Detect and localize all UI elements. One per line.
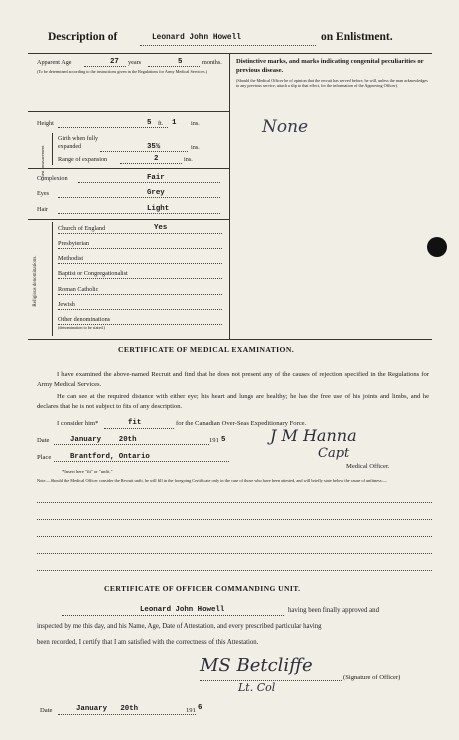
height-ins-label: ins. [191, 120, 200, 127]
apparent-age-label: Apparent Age [37, 59, 72, 66]
column-divider [229, 53, 230, 339]
punch-hole [427, 237, 447, 257]
officer-date-value: January 20th [76, 705, 139, 713]
religion-line [58, 248, 222, 249]
girth-line [100, 151, 188, 152]
range-value: 2 [154, 155, 159, 163]
religion-label: Presbyterian [58, 240, 89, 247]
religion-label: Roman Catholic [58, 286, 99, 293]
hair-value: Light [147, 205, 170, 213]
age-row-divider [28, 111, 229, 112]
age-years-line [84, 66, 126, 67]
hair-row-divider [28, 219, 229, 220]
chest-measurement-label: Chest measurement [40, 145, 45, 181]
apparent-age-years: 27 [110, 58, 119, 66]
medical-year-suffix: 5 [221, 436, 226, 444]
title-right: on Enlistment. [321, 31, 393, 43]
fit-line [104, 428, 174, 429]
distinctive-marks-value: None [262, 117, 309, 137]
officer-signature-rank: Lt. Col [238, 681, 276, 694]
complexion-label: Complexion [37, 175, 68, 182]
religion-line [58, 278, 222, 279]
officer-name-line [62, 615, 284, 616]
medical-officer-label: Medical Officer. [346, 463, 390, 470]
medical-date-label: Date [37, 437, 50, 444]
chest-bracket [52, 133, 53, 165]
officer-name-value: Leonard John Howell [140, 606, 225, 614]
medical-officer-signature: J M Hanna [270, 426, 357, 445]
officer-line-1-right: having been finally approved and [288, 607, 379, 614]
unfit-note: Note.—Should the Medical Officer consider the Recruit unfit, he will fill in the foregoing Certificate only in the case of those who have been attested, and will briefly state below the cause of unfitness:— [37, 478, 388, 483]
medical-officer-rank: Capt [318, 446, 350, 461]
officer-signature: MS Betcliffe [200, 655, 313, 676]
chest-row-divider [28, 168, 229, 169]
officer-date-line [58, 714, 196, 715]
religion-label: Other denominations [58, 316, 111, 323]
officer-line-3: been recorded, I certify that I am satisfied with the correctness of this Attestation. [37, 639, 259, 646]
range-label: Range of expansion [58, 156, 108, 163]
girth-ins-label: ins. [191, 144, 200, 151]
unfit-line-5 [37, 570, 432, 571]
eyes-value: Grey [147, 189, 165, 197]
religion-label: Baptist or Congregationalist [58, 270, 128, 277]
complexion-value: Fair [147, 174, 165, 182]
church-of-england-value: Yes [154, 224, 168, 232]
unfit-line-3 [37, 536, 432, 537]
medical-year-prefix: 191 [209, 437, 219, 444]
hair-line [58, 213, 220, 214]
consider-label: I consider him* [57, 420, 99, 427]
apparent-age-months: 5 [178, 58, 183, 66]
title-left: Description of [48, 31, 118, 43]
unfit-line-2 [37, 519, 432, 520]
place-line [54, 461, 229, 462]
height-ft: 5 [147, 119, 152, 127]
recruit-name: Leonard John Howell [152, 34, 241, 42]
religion-bracket [52, 222, 53, 336]
ft-label: ft. [158, 120, 164, 127]
range-ins-label: ins. [184, 156, 193, 163]
religious-denominations-label: Religious denominations. [33, 255, 38, 307]
religion-label: Jewish [58, 301, 75, 308]
place-label: Place [37, 454, 52, 461]
girth-value: 35½ [147, 143, 161, 151]
marks-note: (Should the Medical Officer be of opinion that the recruit has served before, he will, unless the man acknowledges to any previous service, attach a slip to that effect, for the information of the Approving Officer). [236, 78, 428, 88]
marks-heading: Distinctive marks, and marks indicating congenital peculiarities or previous disease. [236, 58, 424, 74]
range-line [120, 163, 182, 164]
unfit-line-1 [37, 502, 432, 503]
age-months-line [148, 66, 200, 67]
religion-line [58, 294, 222, 295]
unfit-line-4 [37, 553, 432, 554]
fit-footnote: *Insert here "fit" or "unfit." [62, 469, 113, 474]
medical-date-value: January 20th [70, 436, 137, 444]
height-line [58, 127, 168, 128]
officer-year-prefix: 191 [186, 707, 196, 714]
for-force-label: for the Canadian Over-Seas Expeditionary Force. [176, 420, 307, 427]
fit-value: fit [128, 419, 142, 427]
medical-certificate-heading: CERTIFICATE OF MEDICAL EXAMINATION. [118, 345, 295, 354]
eyes-label: Eyes [37, 190, 50, 197]
religion-line [58, 233, 222, 234]
years-label: years [128, 59, 142, 66]
table-bottom-border [28, 339, 432, 340]
girth-label: Girth when fully expanded [58, 136, 98, 150]
complexion-line [78, 182, 220, 183]
hair-label: Hair [37, 206, 48, 213]
officer-signature-label: (Signature of Officer) [343, 674, 401, 681]
height-label: Height [37, 120, 54, 127]
medical-date-line [54, 444, 209, 445]
age-note: (To be determined according to the instructions given in the Regulations for Army Medical Services.) [37, 69, 208, 74]
religion-label: Church of England [58, 225, 106, 232]
months-label: months. [202, 59, 222, 66]
religion-line [58, 309, 222, 310]
height-ins: 1 [172, 119, 177, 127]
other-denom-note: (denomination to be stated.) [58, 325, 105, 330]
religion-label: Methodist [58, 255, 84, 262]
name-line [140, 45, 316, 46]
table-top-border [28, 53, 432, 54]
eyes-line [58, 197, 220, 198]
place-value: Brantford, Ontario [70, 453, 150, 461]
medical-para-1: I have examined the above-named Recruit and find that he does not present any of the causes of rejection specified in the Regulations for Army Medical Services. [37, 371, 429, 388]
officer-certificate-heading: CERTIFICATE OF OFFICER COMMANDING UNIT. [104, 584, 301, 593]
officer-year-suffix: 6 [198, 704, 203, 712]
medical-para-2: He can see at the required distance with either eye; his heart and lungs are healthy; he has the free use of his joints and limbs, and he declares that he is not subject to fits of any description. [37, 393, 429, 410]
officer-line-2: inspected by me this day, and his Name, Age, Date of Attestation, and every prescribed particular having [37, 623, 322, 630]
religion-line [58, 263, 222, 264]
officer-date-label: Date [40, 707, 53, 714]
